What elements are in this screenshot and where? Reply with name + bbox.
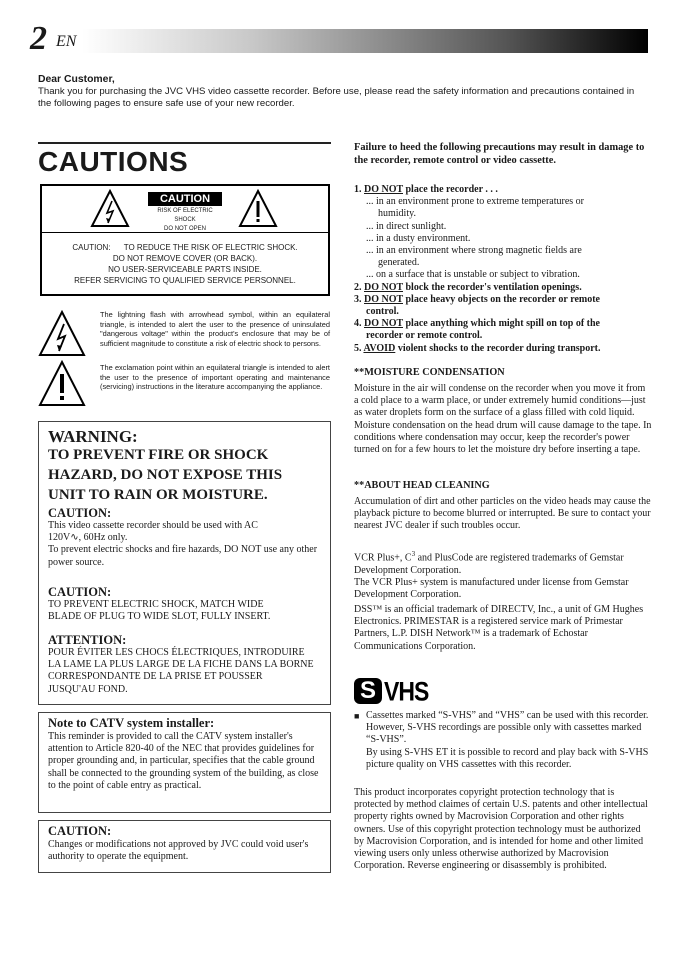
label-line-2: DO NOT REMOVE COVER (OR BACK). <box>112 254 258 263</box>
vcr-plus-text-a: VCR Plus+, C <box>354 552 412 564</box>
list-subitem: ... on a surface that is unstable or subject to vibration. <box>366 269 580 281</box>
dss-trademark: DSS™ is an official trademark of DIRECTV, Inc., a unit of GM Hughes Electronics. PRIMESTAR is a registered service mark of Primestar Partners, L.P. DISH Network™ is a trademark of Echostar Communications Corporation. <box>354 604 644 652</box>
item-text: place heavy objects on the recorder or remote <box>403 293 600 305</box>
item-text: violent shocks to the recorder during transport. <box>395 342 601 354</box>
macrovision-notice: This product incorporates copyright protection technology that is protected by method claimes of certain U.S. patents and other intellectual property rights owned by Macrovision Corporation and other rights owners. Use of this copyright protection technology must be authorized by Macrovision Corporation, and is intended for home and other limited viewing users only unless otherwise authorized by Macrovision Corporation. Reverse engineering or disassembly is prohibited. <box>354 787 648 872</box>
item-number: 1. <box>354 184 362 195</box>
label-line-1: CAUTION: TO REDUCE THE RISK OF ELECTRIC SHOCK. <box>72 243 298 252</box>
vcr-plus-text-b: and PlusCode are registered trademarks of Gemstar Development Corporation. <box>354 552 624 576</box>
caution-label-text <box>44 242 326 286</box>
intro-section <box>38 74 650 110</box>
item-number: 4. <box>354 318 362 330</box>
svhs-logo <box>354 676 440 708</box>
header-gradient-bar <box>82 29 648 53</box>
lightning-description: The lightning flash with arrowhead symbol, within an equilateral triangle, is intended to alert the user to the presence of uninsulated "dangerous voltage" within the product's enclosure that may be of sufficient magnitude to constitute a risk of electric shock to persons. <box>100 310 330 348</box>
item-keyword: AVOID <box>363 342 396 354</box>
list-subitem: ... in direct sunlight. <box>366 220 447 232</box>
lightning-triangle-icon <box>90 189 130 229</box>
svhs-info-text-2: By using S-VHS ET it is possible to record and play back with S-VHS picture quality on VHS cassettes with this recorder. <box>366 746 649 770</box>
list-item-continued: recorder or remote control. <box>366 330 483 342</box>
label-line-4: REFER SERVICING TO QUALIFIED SERVICE PERSONNEL. <box>74 276 296 285</box>
risk-line-2: DO NOT OPEN <box>164 226 206 232</box>
caution-modifications-text: Changes or modifications not approved by JVC could void user's authority to operate the equipment. <box>48 839 309 863</box>
svhs-logo-vhs: VHS <box>384 676 429 707</box>
item-text: place the recorder . . . <box>403 184 498 195</box>
item-keyword: DO NOT <box>364 293 403 305</box>
page-number: 2 <box>30 20 47 57</box>
attention-title: ATTENTION: <box>48 633 127 647</box>
cautions-rule <box>38 142 331 144</box>
vcr-plus-line-2: The VCR Plus+ system is manufactured under license from Gemstar Development Corporation. <box>354 576 629 600</box>
exclamation-triangle-icon <box>238 189 278 229</box>
vcr-plus-line-1 <box>354 548 652 577</box>
caution-plug-line-2: BLADE OF PLUG TO WIDE SLOT, FULLY INSERT. <box>48 611 271 623</box>
list-subitem: ... in an environment where strong magnetic fields are <box>366 245 582 257</box>
caution-ac-line-3: To prevent electric shocks and fire hazards, DO NOT use any other power source. <box>48 544 318 568</box>
caution-plug-title: CAUTION: <box>48 585 112 599</box>
bullet-icon: ■ <box>354 711 360 721</box>
list-subitem: ... in an environment prone to extreme temperatures or <box>366 196 584 208</box>
warning-body <box>48 445 328 505</box>
precautions-list <box>354 184 652 355</box>
language-label: EN <box>56 33 77 50</box>
caution-modifications-title: CAUTION: <box>48 824 112 838</box>
list-item <box>354 294 652 306</box>
caution-plug-line-1: TO PREVENT ELECTRIC SHOCK, MATCH WIDE <box>48 599 264 610</box>
caution-label-risk <box>148 207 222 234</box>
label-line-3: NO USER-SERVICEABLE PARTS INSIDE. <box>108 265 262 274</box>
exclamation-description: The exclamation point within an equilateral triangle is intended to alert the user to the presence of important operating and maintenance (servicing) instructions in the literature accompanying the appliance. <box>100 363 330 392</box>
item-number: 3. <box>354 293 362 305</box>
warning-line-1: TO PREVENT FIRE OR SHOCK <box>48 447 269 463</box>
moisture-title: **MOISTURE CONDENSATION <box>354 367 505 378</box>
caution-ac-line-1: This video cassette recorder should be used with AC <box>48 520 258 531</box>
caution-label-head: CAUTION <box>148 192 222 206</box>
list-item <box>354 318 652 330</box>
item-number: 2. <box>354 281 362 293</box>
head-cleaning-text: Accumulation of dirt and other particles on the video heads may cause the playback picture to become blurred or interrupted. Be sure to contact your nearest JVC dealer if such troubles occur. <box>354 496 651 532</box>
list-item <box>354 343 652 355</box>
item-text: block the recorder's ventilation openings. <box>403 281 582 293</box>
attention-line-3: CORRESPONDANTE DE LA PRISE ET POUSSER <box>48 671 263 683</box>
warning-title: WARNING: <box>48 427 138 446</box>
intro-body: Thank you for purchasing the JVC VHS video cassette recorder. Before use, please read the safety information and precautions contained in the following pages to ensure safe use of your new recorder. <box>38 86 635 109</box>
attention-line-2: LA LAME LA PLUS LARGE DE LA FICHE DANS LA BORNE <box>48 659 314 671</box>
exclamation-triangle-icon <box>38 360 86 408</box>
svhs-info-text-1: Cassettes marked “S-VHS” and “VHS” can be used with this recorder. However, S-VHS recordings are possible only with cassettes marked “S-VHS”. <box>366 710 649 746</box>
warning-line-3: UNIT TO RAIN OR MOISTURE. <box>48 487 268 503</box>
list-subitem: generated. <box>378 257 420 269</box>
cautions-title: CAUTIONS <box>38 146 189 177</box>
head-cleaning-title: **ABOUT HEAD CLEANING <box>354 480 490 491</box>
list-item <box>354 282 652 294</box>
risk-line-1: RISK OF ELECTRIC SHOCK <box>157 208 213 223</box>
catv-text: This reminder is provided to call the CATV system installer's attention to Article 820-40 of the NEC that provides guidelines for proper grounding and, in particular, specifies that the cable ground shall be connected to the grounding system of the building, as close to the point of cable entry as practical. <box>48 731 319 791</box>
item-number: 5. <box>354 342 362 354</box>
caution-ac-line-2: 120V∿, 60Hz only. <box>48 532 128 544</box>
list-subitem: ... in a dusty environment. <box>366 232 471 244</box>
list-item <box>354 184 652 196</box>
caution-ac-title: CAUTION: <box>48 506 112 520</box>
intro-title: Dear Customer, <box>38 74 115 85</box>
item-text: place anything which might spill on top of the <box>403 318 600 330</box>
moisture-text: Moisture in the air will condense on the recorder when you move it from a cold place to a warm place, or under extremely humid conditions—just as water droplets form on the surface of a glass filled with cold liquid. Moisture condensation on the head drum will cause damage to the tape. In conditions where condensation may occur, keep the recorder's power turned on for a few hours to let the moisture dry before inserting a tape. <box>354 383 652 456</box>
svhs-logo-s: S <box>354 678 382 704</box>
attention-text <box>48 647 328 696</box>
attention-line-4: JUSQU'AU FOND. <box>48 683 128 695</box>
catv-title: Note to CATV system installer: <box>48 716 215 730</box>
vcr-plus-trademark <box>354 548 652 601</box>
attention-line-1: POUR ÉVITER LES CHOCS ÉLECTRIQUES, INTRODUIRE <box>48 647 305 658</box>
item-keyword: DO NOT <box>364 184 403 195</box>
list-item-continued: control. <box>366 306 399 318</box>
item-keyword: DO NOT <box>364 318 403 330</box>
list-subitem: humidity. <box>378 208 416 220</box>
caution-plug-text <box>48 599 328 623</box>
caution-ac-text <box>48 520 328 569</box>
vcr-plus-superscript: 3 <box>411 550 416 558</box>
item-keyword: DO NOT <box>364 281 403 293</box>
lightning-triangle-icon <box>38 310 86 358</box>
warning-line-2: HAZARD, DO NOT EXPOSE THIS <box>48 467 283 483</box>
precautions-heading: Failure to heed the following precautions may result in damage to the recorder, remote control or video cassette. <box>354 142 645 166</box>
svhs-info <box>354 710 652 771</box>
